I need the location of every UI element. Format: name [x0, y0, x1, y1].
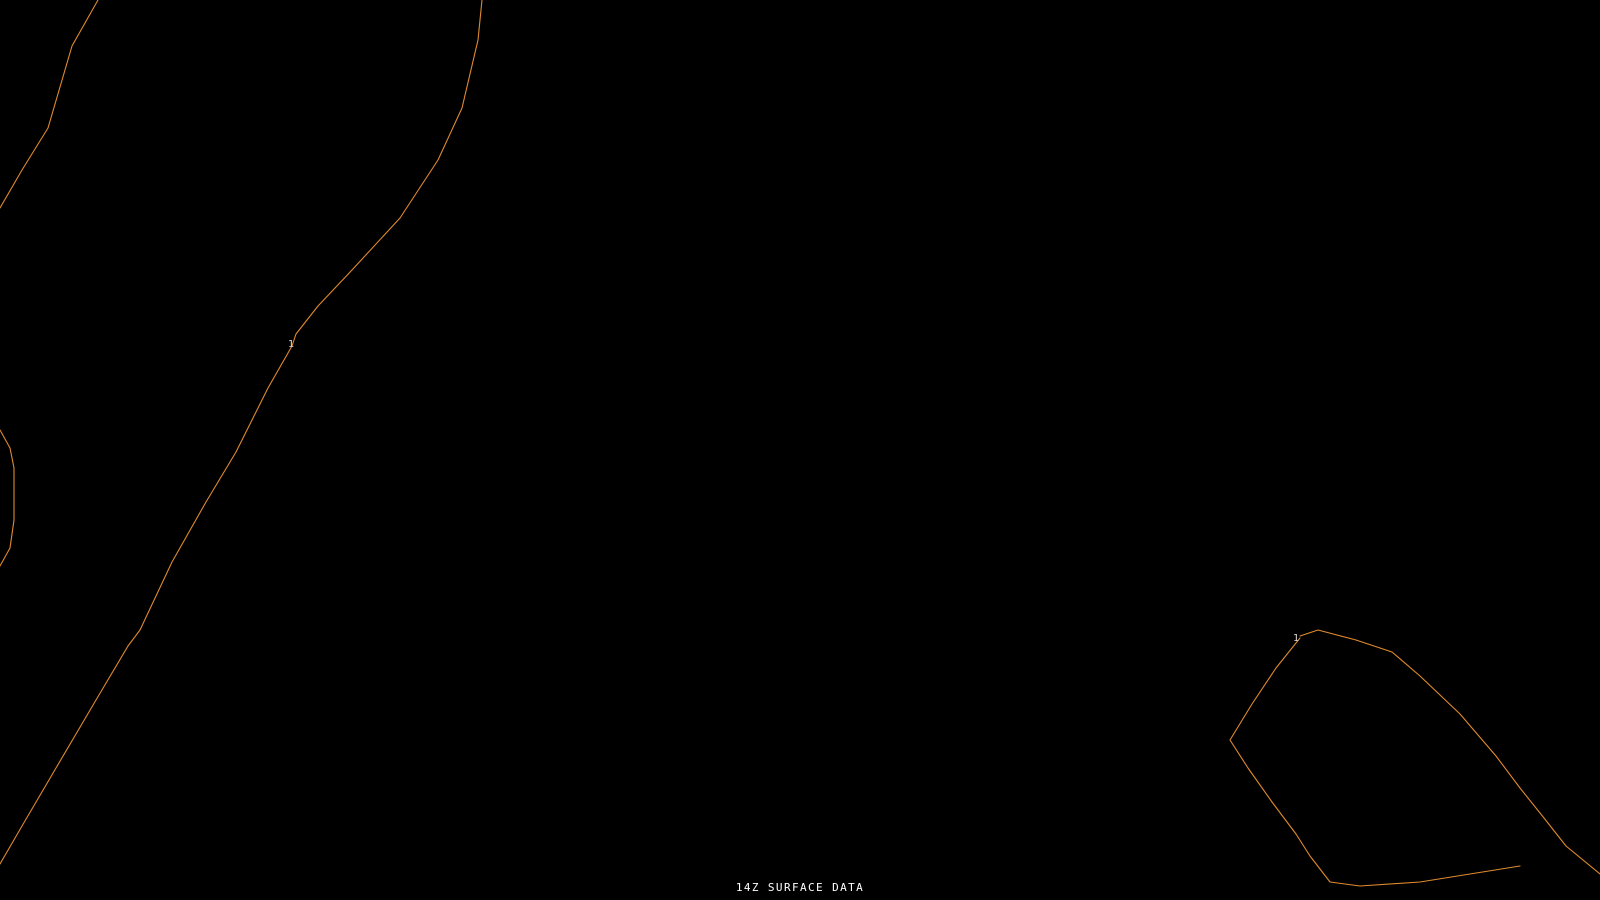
- contour-1-lower-right-west-arm: [1230, 638, 1330, 882]
- footer-title: 14Z SURFACE DATA: [735, 881, 865, 894]
- contour-label-1-right: 1: [1293, 633, 1300, 644]
- contour-1-upper-left: [0, 0, 98, 208]
- contour-1-main-diagonal: [0, 0, 482, 864]
- contour-label-1-left: 1: [288, 339, 295, 350]
- contour-1-lower-right-closed: [1300, 630, 1600, 874]
- contour-1-left-edge-lobe: [0, 430, 14, 566]
